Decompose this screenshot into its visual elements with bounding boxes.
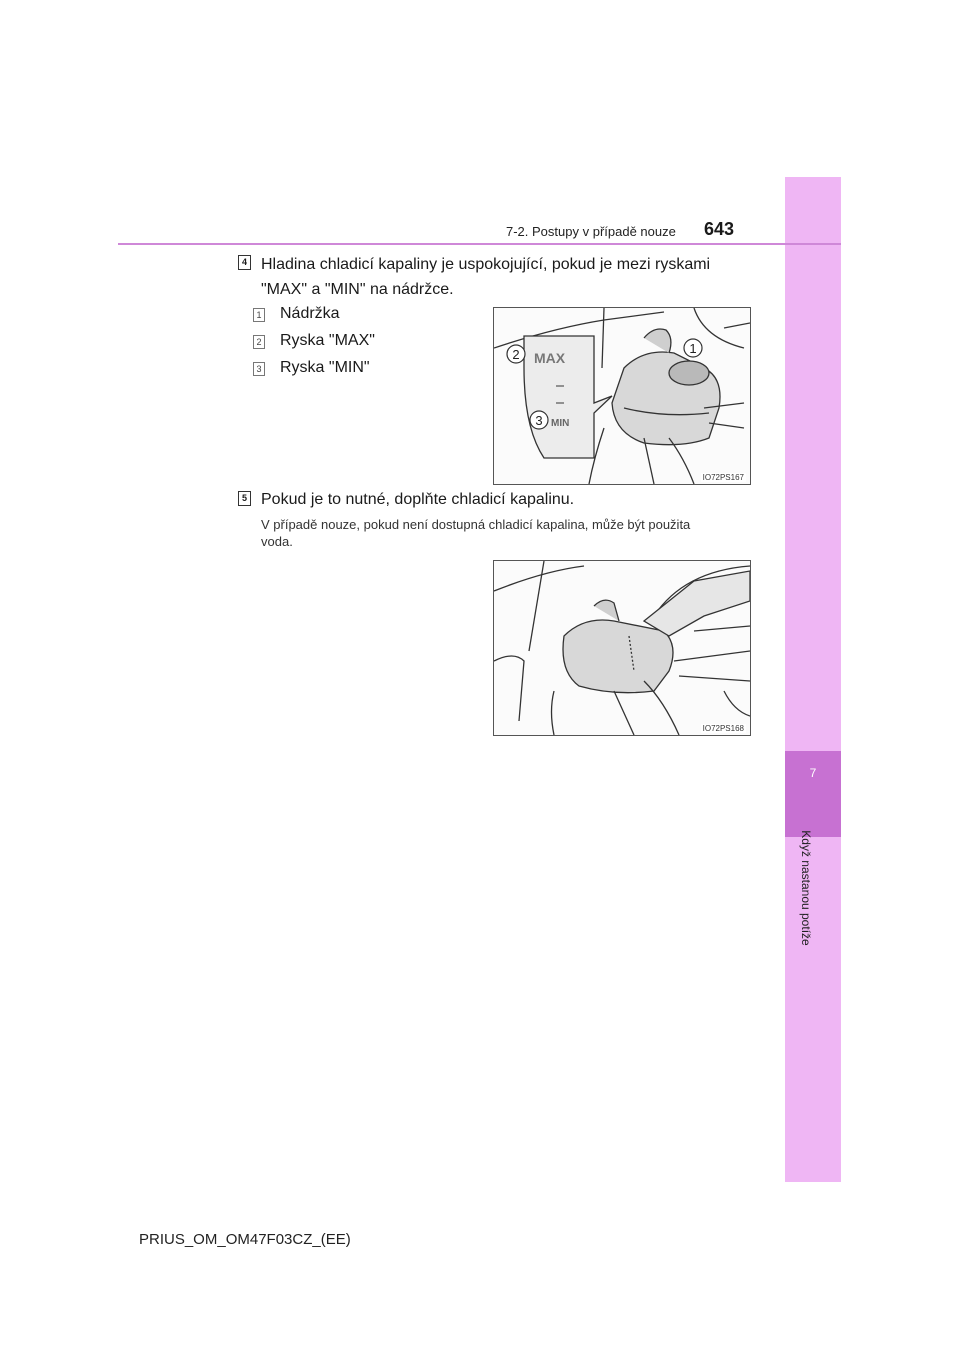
chapter-side-tab xyxy=(785,177,841,1182)
embossed-max-text: MAX xyxy=(534,350,566,366)
figure-code: IO72PS167 xyxy=(702,473,744,482)
step4-text-line1: Hladina chladicí kapaliny je uspokojující, pokud je mezi ryskami xyxy=(261,256,711,273)
item-number-2: 2 xyxy=(253,335,265,349)
callout-2: 2 xyxy=(512,347,520,362)
item-label-max-line: Ryska "MAX" xyxy=(280,332,375,349)
item-number-1: 1 xyxy=(253,308,265,322)
chapter-title: Když nastanou potíže xyxy=(799,830,813,946)
item-number-3: 3 xyxy=(253,362,265,376)
coolant-reservoir-illustration xyxy=(494,308,750,484)
step5-note-line1: V případě nouze, pokud není dostupná chladicí kapalina, může být použita xyxy=(261,517,691,532)
coolant-reservoir-figure xyxy=(493,307,751,485)
page-number: 643 xyxy=(704,219,735,239)
figure-code: IO72PS168 xyxy=(702,724,744,733)
embossed-min-text: MIN xyxy=(551,418,570,429)
chapter-number-tab xyxy=(785,751,841,837)
step4-text-line2: "MAX" a "MIN" na nádržce. xyxy=(261,281,454,298)
chapter-number: 7 xyxy=(809,766,817,780)
document-code: PRIUS_OM_OM47F03CZ_(EE) xyxy=(139,1231,351,1248)
coolant-refill-illustration xyxy=(494,561,750,735)
callout-1: 1 xyxy=(689,341,697,356)
step-number-5: 5 xyxy=(238,491,251,506)
item-label-min-line: Ryska "MIN" xyxy=(280,359,370,376)
callout-3: 3 xyxy=(535,413,543,428)
section-title: 7-2. Postupy v případě nouze xyxy=(506,224,676,239)
header-divider xyxy=(118,243,841,245)
item-label-tank: Nádržka xyxy=(280,305,340,322)
step-number-4: 4 xyxy=(238,255,251,270)
step5-note-line2: voda. xyxy=(261,534,293,549)
coolant-refill-figure xyxy=(493,560,751,736)
step5-text: Pokud je to nutné, doplňte chladicí kapalinu. xyxy=(261,491,575,508)
